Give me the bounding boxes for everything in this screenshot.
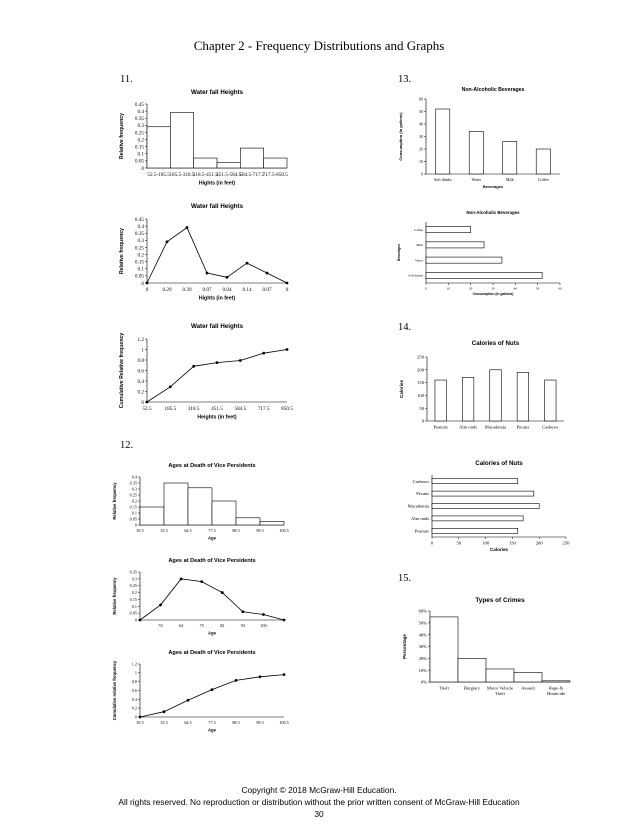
data-point xyxy=(192,365,195,368)
y-tick-label: 0.4 xyxy=(137,108,144,115)
bar xyxy=(426,257,502,263)
footer-copyright: Copyright © 2018 McGraw-Hill Education. xyxy=(241,785,397,795)
bar xyxy=(264,158,287,168)
y-tick-label: 0.3 xyxy=(137,123,144,130)
y-axis-label: Cumulative Relative frequency xyxy=(119,332,125,409)
y-tick-label: 0.2 xyxy=(131,705,137,711)
y-tick-label: 0.2 xyxy=(137,137,144,144)
y-tick-label: 0 xyxy=(421,171,423,177)
data-point xyxy=(180,577,183,580)
x-tick-label: 52.5 xyxy=(142,406,152,413)
bar xyxy=(503,142,517,175)
data-point xyxy=(187,699,190,702)
y-tick-label: 0.35 xyxy=(129,480,137,486)
x-tick-label: Milk xyxy=(505,177,514,182)
y-tick-label: 1 xyxy=(141,347,144,354)
chart-wf_ogive xyxy=(119,323,293,420)
bar xyxy=(486,669,514,682)
x-tick-label: 50 xyxy=(535,286,540,291)
y-tick-label: 0.4 xyxy=(131,474,137,480)
y-tick-label: Milk xyxy=(416,243,423,248)
chart-nuts_vbar xyxy=(399,340,564,430)
data-point xyxy=(200,580,203,583)
y-tick-label: 1.2 xyxy=(137,336,144,343)
x-tick-label: 40 xyxy=(513,286,518,291)
y-tick-label: 0.4 xyxy=(137,223,144,230)
x-tick-label: 717.5 xyxy=(257,406,270,413)
y-tick-label: 0.6 xyxy=(137,368,144,375)
bar xyxy=(436,109,450,174)
chart-title: Water fall Heights xyxy=(190,203,244,210)
y-tick-label: 0.15 xyxy=(129,596,137,602)
x-tick-label: 717.5-850.5 xyxy=(262,172,288,179)
data-point xyxy=(169,385,172,388)
x-axis-label: Age xyxy=(208,727,216,733)
y-tick-label: 50 xyxy=(419,108,423,114)
chart-title: Ages at Death of Vice Persidents xyxy=(168,558,256,564)
x-tick-label: 77.5 xyxy=(208,720,216,726)
y-axis-label: Relative frequency xyxy=(112,577,117,615)
x-tick-label: 0.07 xyxy=(202,287,212,294)
y-tick-label: 0.8 xyxy=(137,357,144,364)
x-tick-label: 100 xyxy=(482,540,490,546)
chart-title: Non-Alcoholic Beverages xyxy=(466,210,520,215)
y-axis-label: Percentage xyxy=(402,634,407,659)
x-tick-label: 64.5 xyxy=(184,720,192,726)
bar xyxy=(517,372,529,421)
y-tick-label: Macadamia xyxy=(407,503,429,509)
bar xyxy=(164,483,188,525)
x-tick-label: 99.5 xyxy=(256,720,264,726)
bar xyxy=(194,158,217,168)
x-tick-label: 584.5-717.5 xyxy=(239,172,265,179)
x-tick-label: 88.5 xyxy=(232,528,240,534)
bar xyxy=(240,148,263,168)
data-point xyxy=(221,591,224,594)
chart-title: Types of Crimes xyxy=(475,597,525,604)
question-number-12: 12. xyxy=(120,440,134,451)
data-point xyxy=(211,688,214,691)
y-tick-label: 0.3 xyxy=(131,486,137,492)
x-tick-label: Rape & xyxy=(548,685,564,691)
y-tick-label: 0 xyxy=(141,165,144,172)
data-point xyxy=(283,619,286,622)
bar xyxy=(542,681,570,682)
y-tick-label: Alm onds xyxy=(411,516,429,522)
bar xyxy=(426,227,471,233)
chart-bev_vbar xyxy=(398,87,560,189)
data-point xyxy=(286,348,289,351)
y-tick-label: Water xyxy=(414,258,423,263)
x-tick-label: Assault xyxy=(521,685,535,691)
x-tick-label: Soft drinks xyxy=(433,177,452,182)
x-tick-label: 77.5 xyxy=(208,528,216,534)
data-point xyxy=(262,352,265,355)
bar xyxy=(188,488,212,525)
data-point xyxy=(246,262,249,265)
data-point xyxy=(286,282,289,285)
x-tick-label: 451.5-584.5 xyxy=(216,172,242,179)
y-tick-label: 40% xyxy=(418,632,427,638)
x-axis-label: Hights (in feet) xyxy=(198,180,236,187)
y-tick-label: 0.8 xyxy=(131,679,137,685)
y-tick-label: 0.3 xyxy=(137,238,144,245)
x-tick-label: Water xyxy=(471,177,481,182)
y-tick-label: 0% xyxy=(420,679,427,685)
x-tick-label: 30 xyxy=(491,286,495,291)
x-tick-label: Theft xyxy=(439,685,449,691)
x-tick-label: 318.5-451.5 xyxy=(192,172,218,179)
x-tick-label: 39.5 xyxy=(136,528,144,534)
x-tick-label: Coffee xyxy=(537,177,549,182)
y-tick-label: 0.1 xyxy=(137,266,144,273)
y-axis-label: Relative frequency xyxy=(119,227,125,275)
x-tick-label: Theft xyxy=(495,691,505,697)
x-tick-label: 53.5 xyxy=(160,528,168,534)
bar xyxy=(435,380,447,421)
data-point xyxy=(186,226,189,229)
bar xyxy=(426,242,484,248)
x-tick-label: 150 xyxy=(508,540,516,546)
chart-title: Ages at Death of Vice Persidents xyxy=(168,650,256,656)
y-tick-label: 0.35 xyxy=(134,231,144,238)
x-tick-label: Motor Vehicle xyxy=(486,685,514,691)
y-tick-label: 40 xyxy=(419,121,423,127)
y-tick-label: 0.4 xyxy=(131,696,137,702)
x-tick-label: 50 xyxy=(456,540,462,546)
x-tick-label: Burglary xyxy=(463,685,481,691)
y-tick-label: 0 xyxy=(141,399,144,406)
x-axis-label: Beverages xyxy=(482,184,504,189)
data-point xyxy=(266,272,269,275)
data-point xyxy=(146,282,149,285)
y-tick-label: 0 xyxy=(134,714,137,720)
bar xyxy=(490,370,502,421)
chart-vp_poly xyxy=(112,558,285,635)
y-tick-label: 50 xyxy=(419,405,424,411)
x-tick-label: 451.5 xyxy=(211,406,223,413)
bar xyxy=(430,617,458,682)
bar xyxy=(260,521,284,525)
y-axis-label: Consumption (in gallons) xyxy=(398,112,403,161)
y-tick-label: 0 xyxy=(134,617,137,623)
x-tick-label: 93 xyxy=(240,623,245,629)
y-tick-label: 10% xyxy=(418,667,427,673)
chart-vp_hist xyxy=(112,463,289,540)
data-point xyxy=(283,673,286,676)
y-tick-label: 0.4 xyxy=(137,378,144,385)
series-line xyxy=(147,228,287,283)
x-tick-label: 200 xyxy=(535,540,543,546)
x-tick-label: 53.5 xyxy=(160,720,168,726)
chart-bev_hbar xyxy=(397,210,562,296)
y-tick-label: 0.1 xyxy=(137,151,144,158)
x-tick-label: 55 xyxy=(158,623,163,629)
y-tick-label: 30 xyxy=(419,133,423,139)
chart-wf_hist xyxy=(119,89,288,186)
x-tick-label: 0.04 xyxy=(222,287,232,294)
y-tick-label: 10 xyxy=(419,158,423,164)
bar xyxy=(432,528,518,533)
x-tick-label: 75 xyxy=(199,623,204,629)
y-tick-label: 0.15 xyxy=(134,144,144,151)
y-tick-label: Cashews xyxy=(412,478,429,484)
chart-wf_poly xyxy=(119,203,289,301)
bar xyxy=(212,501,236,525)
page-number: 30 xyxy=(314,809,324,819)
bar xyxy=(236,518,260,525)
x-tick-label: 106.5 xyxy=(279,528,289,534)
data-point xyxy=(226,276,229,279)
y-tick-label: 0.05 xyxy=(129,516,137,522)
x-axis-label: Consumption (in gallons) xyxy=(472,291,514,296)
data-point xyxy=(239,359,242,362)
y-tick-label: 150 xyxy=(417,380,424,386)
x-tick-label: 88.5 xyxy=(232,720,240,726)
y-tick-label: 20 xyxy=(419,146,423,152)
x-tick-label: 0 xyxy=(145,287,149,294)
y-tick-label: 30% xyxy=(418,644,427,650)
question-number-11: 11. xyxy=(120,74,133,85)
bar xyxy=(432,504,539,509)
chart-vp_ogive xyxy=(112,650,289,732)
chart-nuts_hbar xyxy=(408,460,571,552)
x-tick-label: 0.39 xyxy=(182,287,192,294)
y-tick-label: 0.45 xyxy=(134,216,144,223)
y-tick-label: 0.05 xyxy=(134,158,144,165)
chart-title: Calories of Nuts xyxy=(471,340,520,347)
question-number-15: 15. xyxy=(398,573,412,584)
bar xyxy=(432,491,534,496)
bar xyxy=(426,272,542,278)
data-point xyxy=(241,610,244,613)
y-tick-label: 0 xyxy=(141,280,144,287)
x-tick-label: 64 xyxy=(179,623,184,629)
y-tick-label: Peanuts xyxy=(414,528,429,534)
x-axis-label: Age xyxy=(208,535,216,541)
bar xyxy=(514,673,542,682)
x-tick-label: Alm onds xyxy=(459,424,478,430)
bar xyxy=(462,377,474,421)
x-tick-label: Macadamia xyxy=(484,424,507,430)
x-tick-label: 20 xyxy=(468,286,473,291)
y-tick-label: 0.25 xyxy=(134,245,144,252)
x-tick-label: 0 xyxy=(285,287,289,294)
y-tick-label: 0.2 xyxy=(131,498,137,504)
y-tick-label: Pecans xyxy=(416,491,429,497)
footer-rights: All rights reserved. No reproduction or distribution without the prior written consent of McGraw-Hill Education xyxy=(118,797,520,807)
data-point xyxy=(146,401,149,404)
y-tick-label: 0.6 xyxy=(131,687,137,693)
x-tick-label: Pecans xyxy=(516,424,530,430)
x-axis-label: Heights (in feet) xyxy=(197,414,237,421)
chart-title: Non-Alcoholic Beverages xyxy=(461,87,525,93)
y-tick-label: 0.2 xyxy=(131,590,137,596)
y-tick-label: 0.2 xyxy=(137,389,144,396)
x-tick-label: 60 xyxy=(558,286,562,291)
data-point xyxy=(139,716,142,719)
y-axis-label: Relative frequency xyxy=(119,112,125,160)
y-axis-label: Relative frequency xyxy=(112,482,117,520)
y-tick-label: 0.25 xyxy=(134,130,144,137)
y-tick-label: 0 xyxy=(421,418,424,424)
bar xyxy=(545,380,557,421)
x-tick-label: 0.07 xyxy=(262,287,272,294)
x-tick-label: 106.5 xyxy=(279,720,289,726)
x-tick-label: 10 xyxy=(446,286,451,291)
x-tick-label: 185.5 xyxy=(164,406,177,413)
x-axis-label: Calories xyxy=(489,547,509,553)
x-tick-label: 185.5-318.5 xyxy=(169,172,195,179)
data-point xyxy=(139,619,142,622)
y-tick-label: 0.1 xyxy=(131,510,137,516)
y-tick-label: 250 xyxy=(417,354,424,360)
y-tick-label: 0.25 xyxy=(129,583,137,589)
x-tick-label: 100 xyxy=(260,623,267,629)
chart-title: Calories of Nuts xyxy=(475,460,523,467)
x-tick-label: 850.5 xyxy=(281,406,293,413)
x-tick-label: 39.5 xyxy=(136,720,144,726)
chart-crimes_pareto xyxy=(402,597,570,696)
y-tick-label: 0.25 xyxy=(129,492,137,498)
bar xyxy=(536,149,550,174)
data-point xyxy=(206,272,209,275)
x-tick-label: 99.5 xyxy=(256,528,264,534)
x-axis-label: Hights (in feet) xyxy=(198,295,236,302)
x-axis-label: Age xyxy=(208,630,216,636)
chart-title: Water fall Heights xyxy=(190,89,244,96)
y-tick-label: 0.35 xyxy=(129,569,137,575)
y-tick-label: 1 xyxy=(134,670,137,676)
data-point xyxy=(262,613,265,616)
data-point xyxy=(163,710,166,713)
chart-title: Ages at Death of Vice Persidents xyxy=(168,463,256,469)
x-tick-label: 64.5 xyxy=(184,528,192,534)
bar xyxy=(217,162,240,168)
bar xyxy=(469,132,483,175)
y-tick-label: Coffee xyxy=(413,227,423,232)
y-tick-label: 0.45 xyxy=(134,101,144,108)
series-line xyxy=(147,350,287,403)
bar xyxy=(432,516,523,521)
chart-title: Water fall Heights xyxy=(190,323,244,330)
x-tick-label: Cashews xyxy=(542,424,559,430)
x-tick-label: 250 xyxy=(562,540,570,546)
data-point xyxy=(216,361,219,364)
x-tick-label: 82 xyxy=(220,623,225,629)
y-tick-label: 1.2 xyxy=(131,661,137,667)
y-tick-label: 0.05 xyxy=(129,610,137,616)
x-tick-label: 584.5 xyxy=(234,406,247,413)
y-axis-label: Beverages xyxy=(397,243,401,262)
x-tick-label: 0.14 xyxy=(242,287,252,294)
x-tick-label: 0.29 xyxy=(162,287,172,294)
y-tick-label: 0.15 xyxy=(129,504,137,510)
data-point xyxy=(159,604,162,607)
page-title: Chapter 2 - Frequency Distributions and Graphs xyxy=(193,38,445,53)
y-tick-label: Soft drinks xyxy=(408,273,423,278)
x-tick-label: Homicide xyxy=(546,691,566,697)
x-tick-label: 52.5-185.5 xyxy=(147,172,170,179)
bar xyxy=(140,507,164,525)
x-tick-label: 0 xyxy=(425,286,427,291)
question-number-13: 13. xyxy=(398,74,412,85)
data-point xyxy=(235,679,238,682)
data-point xyxy=(166,240,169,243)
y-axis-label: Calories xyxy=(399,379,404,399)
y-tick-label: 0.2 xyxy=(137,252,144,259)
bar xyxy=(458,658,486,682)
bar xyxy=(147,127,170,168)
bar xyxy=(170,113,193,168)
y-tick-label: 100 xyxy=(417,393,424,399)
x-tick-label: 0 xyxy=(430,540,434,546)
y-tick-label: 60 xyxy=(419,96,423,102)
y-tick-label: 0.15 xyxy=(134,259,144,266)
y-tick-label: 50% xyxy=(418,620,427,626)
y-tick-label: 0.1 xyxy=(131,603,137,609)
y-axis-label: Cumulative relative frequency xyxy=(112,660,117,721)
y-tick-label: 0 xyxy=(134,522,137,528)
x-tick-label: Peanuts xyxy=(433,424,448,430)
y-tick-label: 60% xyxy=(418,608,427,614)
data-point xyxy=(259,675,262,678)
y-tick-label: 200 xyxy=(417,367,424,373)
y-tick-label: 0.3 xyxy=(131,576,137,582)
y-tick-label: 0.35 xyxy=(134,116,144,123)
y-tick-label: 0.05 xyxy=(134,273,144,280)
x-tick-label: 318.5 xyxy=(187,406,200,413)
bar xyxy=(432,479,518,484)
series-line xyxy=(140,675,284,717)
question-number-14: 14. xyxy=(398,322,412,333)
y-tick-label: 20% xyxy=(418,655,427,661)
